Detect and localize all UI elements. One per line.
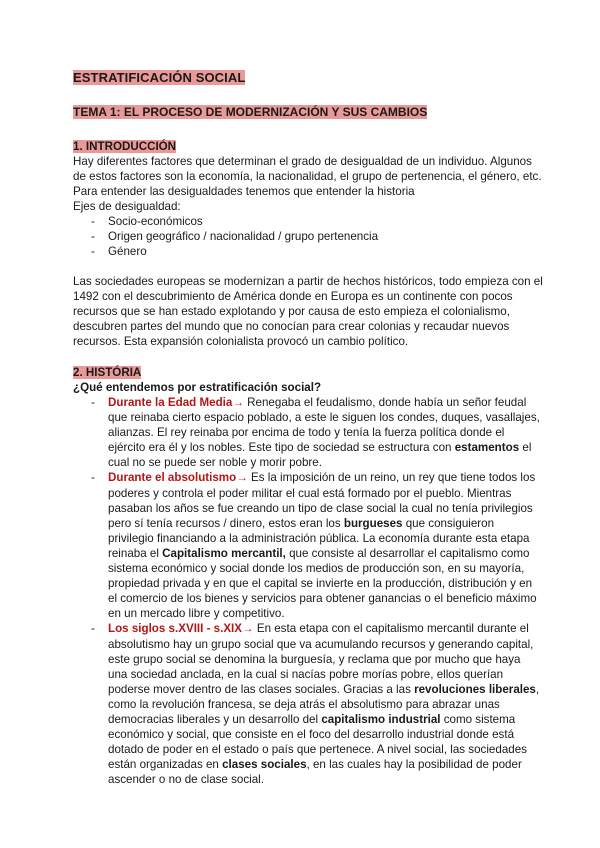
list-item-text: Socio-económicos — [108, 215, 203, 228]
item-text: que consiguieron privilegio financiando a la administración pública. La economía durante esta etapa reinaba el — [108, 516, 530, 560]
section-heading-text: 1. INTRODUCCIÓN — [73, 140, 177, 153]
list-item-text: Género — [108, 245, 147, 258]
historia-item-siglos — [73, 621, 543, 787]
tema-title — [73, 103, 543, 121]
section-historia — [73, 365, 543, 787]
spacer — [73, 259, 543, 274]
dash-bullet: - — [91, 471, 95, 485]
historia-item-edad-media — [73, 395, 543, 470]
item-bold: revoluciones liberales — [414, 682, 536, 696]
intro-paragraph-2: Las sociedades europeas se modernizan a partir de hechos históricos, todo empieza con el 1492 con el descubrimiento de América donde en Europa es un continente con pocos recursos que se han estado explotando y por causa de esto empieza el colonialismo, descubren partes del mundo que no conocían para crear colonias y recaudar nuevos recursos. Esta expansión colonialista provocó un cambio político. — [73, 275, 543, 348]
dash-bullet: - — [91, 245, 95, 258]
item-text: , como la revolución francesa, se deja atrás el absolutismo para abrazar unas democracias liberales y un desarrollo del — [108, 682, 540, 726]
item-bold: burgueses — [343, 516, 403, 530]
document-content — [73, 68, 543, 787]
ejes-label: Ejes de desigualdad: — [73, 200, 181, 213]
list-item — [73, 244, 543, 259]
section-introduccion — [73, 139, 543, 349]
list-item-text: Origen geográfico / nacionalidad / grupo pertenencia — [108, 230, 379, 243]
ejes-list — [73, 214, 543, 259]
item-bold: clases sociales — [222, 758, 307, 772]
document-title-text: ESTRATIFICACIÓN SOCIAL — [73, 70, 246, 85]
historia-question: ¿Qué entendemos por estratificación social? — [73, 381, 322, 394]
section-heading-historia — [73, 365, 543, 380]
dash-bullet: - — [91, 215, 95, 228]
list-item — [73, 229, 543, 244]
historia-item-absolutismo — [73, 470, 543, 621]
dash-bullet: - — [91, 396, 95, 409]
intro-paragraph-1: Hay diferentes factores que determinan el grado de desigualdad de un individuo. Algunos de estos factores son la economía, la nacionalidad, el grupo de pertenencia, el género, etc. Para entender las desigualdades tenemos que entender la historia — [73, 155, 542, 198]
dash-bullet: - — [91, 622, 95, 636]
item-text: el cual no se puede ser noble y morir pobre. — [108, 441, 532, 470]
document-title — [73, 68, 543, 88]
section-heading-text: 2. HISTÓRIA — [73, 366, 142, 379]
item-bold: estamentos — [454, 441, 520, 455]
item-text: En esta etapa con el capitalismo mercantil durante el absolutismo hay un grupo social que va acumulando recursos y generando capital, este grupo social se denomina la burguesía, y reclama que por mucho que haya una sociedad anclada, en la cual si nacías pobre morías pobre, ellos querían poderse mover dentro de las clases sociales. Gracias a las — [108, 622, 534, 696]
item-text: como sistema económico y social, que consiste en el foco del desarrollo industrial donde está dotado de poder en el estado o país que pertenece. A nivel social, las sociedades están organizadas en — [108, 712, 527, 772]
item-text: Es la imposición de un reino, un rey que tiene todos los poderes y controla el poder militar el cual está formado por el pueblo. Mientras pasaban los años se fue creando un tipo de clase social la cual no tenía privilegios pero sí tenía recursos / dinero, estos eran los — [108, 471, 536, 530]
item-label: Durante la Edad Media→ — [108, 396, 244, 409]
item-text: que consiste al desarrollar el capitalismo como sistema económico y social donde los medios de producción son, en su mayoría, propiedad privada y en que el capital se invierte en la producción, distribución y en el comercio de los bienes y servicios para obtener ganancias o el beneficio máximo en un mercado libre y competitivo. — [108, 546, 537, 621]
dash-bullet: - — [91, 230, 95, 243]
item-bold: capitalismo industrial — [321, 712, 441, 726]
item-text: Renegaba el feudalismo, donde había un señor feudal que reinaba cierto espacio poblado, a este le siguen los condes, duques, vasallajes, alianzas. El rey reinaba por encima de todo y tenía la fuerza política donde el ejército era él y los nobles. Este tipo de sociedad se estructura con — [108, 396, 540, 455]
item-label: Los siglos s.XVIII - s.XIX→ — [108, 622, 254, 636]
item-text: , en las cuales hay la posibilidad de poder ascender o no de clase social. — [108, 758, 522, 787]
historia-list — [73, 395, 543, 787]
section-heading-introduccion — [73, 139, 543, 154]
item-label: Durante el absolutismo→ — [108, 471, 248, 485]
tema-title-text: TEMA 1: EL PROCESO DE MODERNIZACIÓN Y SUS CAMBIOS — [73, 105, 428, 119]
list-item — [73, 214, 543, 229]
item-bold: Capitalismo mercantil, — [162, 546, 286, 560]
